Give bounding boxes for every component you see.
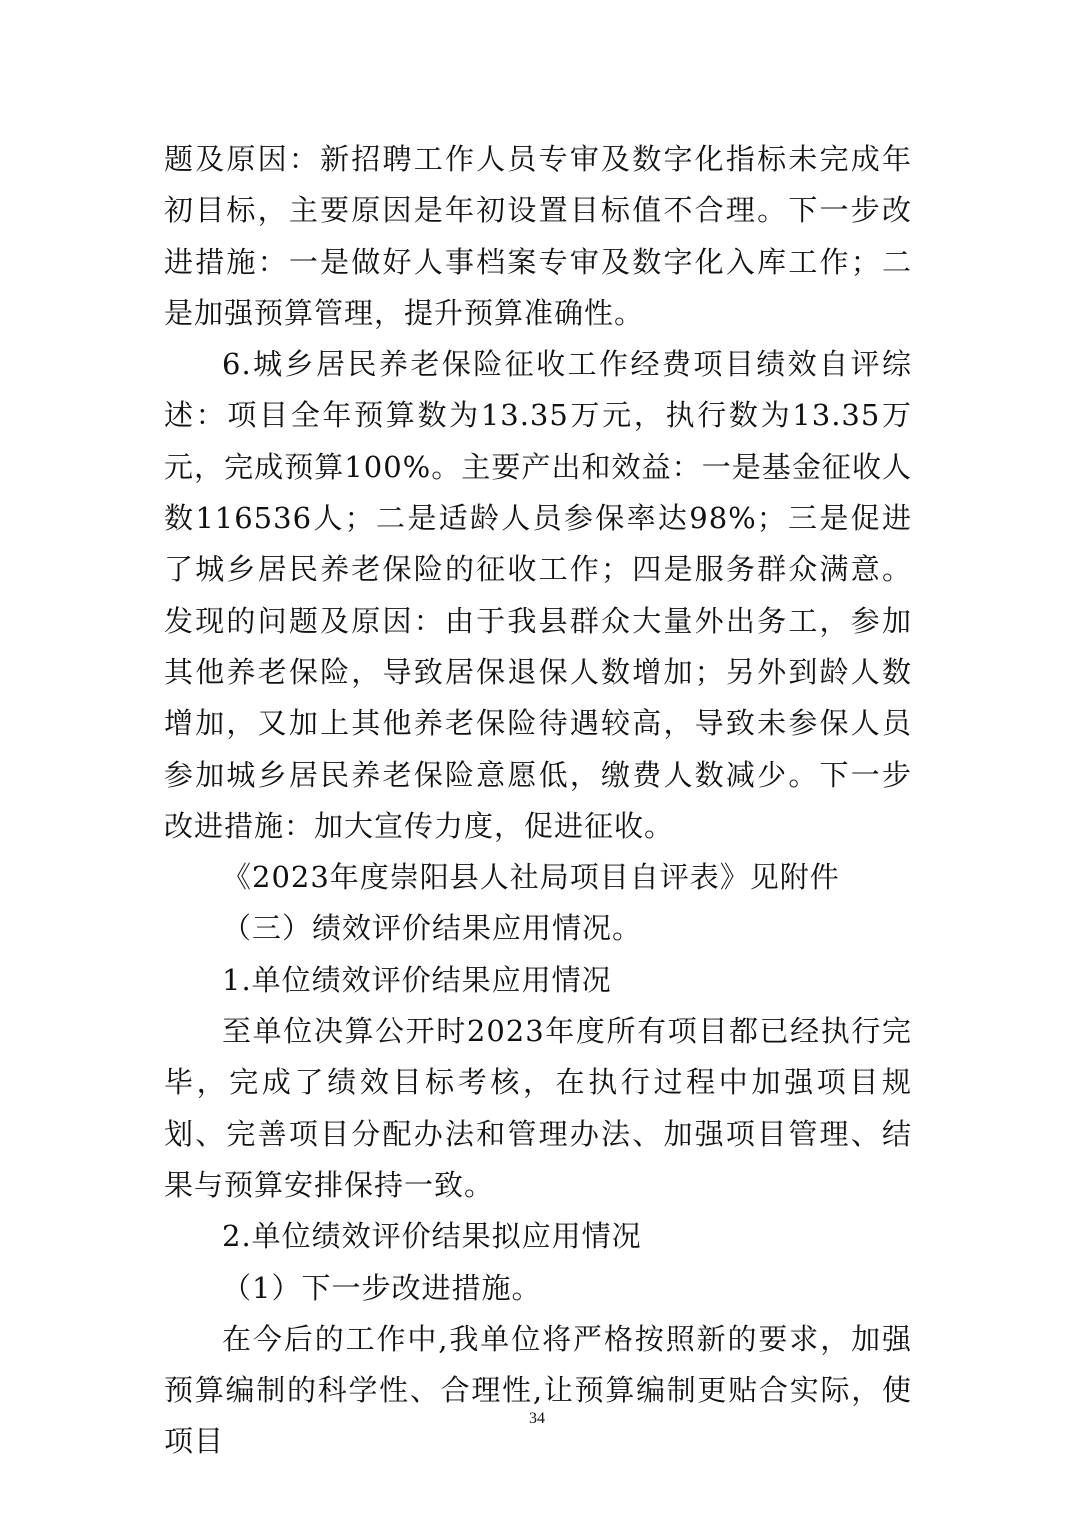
page-number: 34 bbox=[529, 1410, 545, 1427]
body-text bbox=[164, 134, 912, 1468]
paragraph-future-work: 在今后的工作中,我单位将严格按照新的要求，加强预算编制的科学性、合理性,让预算编制更贴合实际，使项目 bbox=[164, 1321, 912, 1459]
paragraph-unit-results-application: 至单位决算公开时2023年度所有项目都已经执行完毕，完成了绩效目标考核，在执行过程中加强项目规划、完善项目分配办法和管理办法、加强项目管理、结果与预算安排保持一致。 bbox=[164, 1014, 912, 1202]
subheading-planned-application: 2.单位绩效评价结果拟应用情况 bbox=[222, 1219, 642, 1254]
paragraph-pension-project-summary: 6.城乡居民养老保险征收工作经费项目绩效自评综述：项目全年预算数为13.35万元，执行数为13.35万元，完成预算100%。主要产出和效益：一是基金征收人数116536人；二是适龄人员参保率达98%；三是促进了城乡居民养老保险的征收工作；四是服务群众满意。发现的问题及原因：由于我县群众大量外出务工，参加其他养老保险，导致居保退保人数增加；另外到龄人数增加，又加上其他养老保险待遇较高，导致未参保人员参加城乡居民养老保险意愿低，缴费人数减少。下一步改进措施：加大宣传力度，促进征收。 bbox=[164, 347, 912, 843]
subheading-improvement-measures: （1）下一步改进措施。 bbox=[222, 1270, 542, 1305]
subheading-unit-results-application: 1.单位绩效评价结果应用情况 bbox=[222, 962, 612, 997]
paragraph-continuation: 题及原因：新招聘工作人员专审及数字化指标未完成年初目标，主要原因是年初设置目标值不合理。下一步改进措施：一是做好人事档案专审及数字化入库工作；二是加强预算管理，提升预算准确性。 bbox=[164, 142, 912, 330]
paragraph-attachment-note: 《2023年度崇阳县人社局项目自评表》见附件 bbox=[222, 860, 840, 895]
section-heading-results-application: （三）绩效评价结果应用情况。 bbox=[222, 911, 643, 946]
